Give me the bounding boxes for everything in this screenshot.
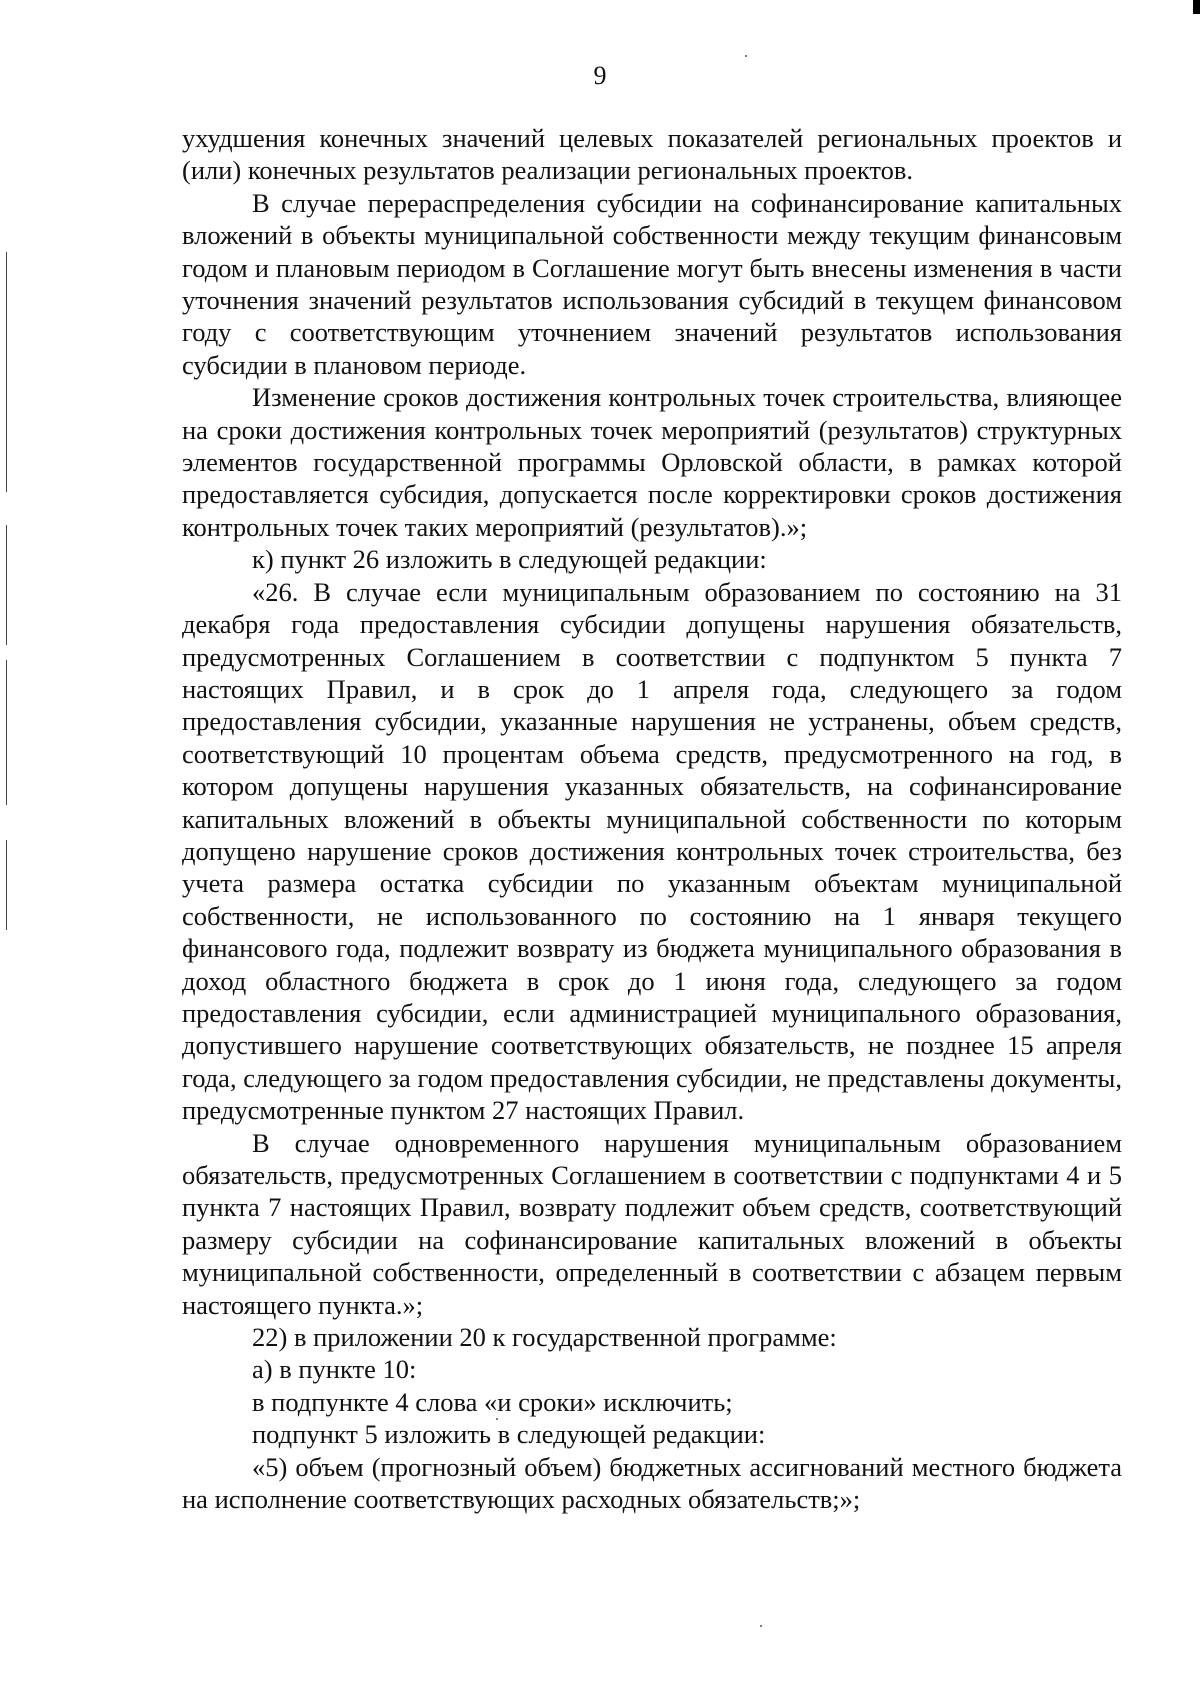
scan-margin-line <box>6 525 7 645</box>
paragraph: Изменение сроков достижения контрольных точек строительства, влияющее на сроки достижения контрольных точек мероприятий (результатов) структурных элементов государственной программы Орловской области, в рамках которой предоставляется субсидия, допускается после корректировки сроков достижения контрольных точек таких мероприятий (результатов).»; <box>182 382 1122 542</box>
paragraph: В случае одновременного нарушения муниципальным образованием обязательств, предусмотренных Соглашением в соответствии с подпунктами 4 и 5 пункта 7 настоящих Правил, возврату подлежит объем средств, соответствующий размеру субсидии на софинансирование капитальных вложений в объекты муниципальной собственности, определенный в соответствии с абзацем первым настоящего пункта.»; <box>182 1127 1122 1320</box>
paragraph: «26. В случае если муниципальным образованием по состоянию на 31 декабря года предоставления субсидии допущены нарушения обязательств, предусмотренных Соглашением в соответствии с подпунктом 5 пункта 7 настоящих Правил, и в срок до 1 апреля года, следующего за годом предоставления субсидии, указанные нарушения не устранены, объем средств, соответствующий 10 процентам объема средств, предусмотренного на год, в котором допущены нарушения указанных обязательств, на софинансирование капитальных вложений в объекты муниципальной собственности по которым допущено нарушение сроков достижения контрольных точек строительства, без учета размера остатка субсидии по указанным объектам муниципальной собственности, не использованного по состоянию на 1 января текущего финансового года, подлежит возврату из бюджета муниципального образования в доход областного бюджета в срок до 1 июня года, следующего за годом предоставления субсидии, если администрацией муниципального образования, допустившего нарушение соответствующих обязательств, не позднее 15 апреля года, следующего за годом предоставления субсидии, не представлены документы, предусмотренные пунктом 27 настоящих Правил. <box>182 576 1122 1126</box>
scan-speck <box>760 1625 762 1627</box>
scan-speck <box>745 55 747 57</box>
paragraph: подпункт 5 изложить в следующей редакции: <box>252 1419 766 1450</box>
scan-margin-line <box>6 840 7 930</box>
paragraph: а) в пункте 10: <box>252 1354 417 1385</box>
paragraph: к) пункт 26 изложить в следующей редакции: <box>252 544 767 575</box>
scan-margin-line <box>6 660 7 805</box>
scan-margin-line <box>6 252 7 492</box>
paragraph: ухудшения конечных значений целевых показателей региональных проектов и (или) конечных результатов реализации региональных проектов. <box>182 123 1122 186</box>
scan-corner-mark <box>1193 0 1200 14</box>
paragraph: в подпункте 4 слова «и сроки» исключить; <box>252 1386 733 1417</box>
paragraph: В случае перераспределения субсидии на софинансирование капитальных вложений в объекты муниципальной собственности между текущим финансовым годом и плановым периодом в Соглашение могут быть внесены изменения в части уточнения значений результатов использования субсидий в текущем финансовом году с соответствующим уточнением значений результатов использования субсидии в плановом периоде. <box>182 187 1122 380</box>
paragraph: 22) в приложении 20 к государственной программе: <box>252 1322 837 1353</box>
page-number: 9 <box>593 61 607 90</box>
paragraph: «5) объем (прогнозный объем) бюджетных ассигнований местного бюджета на исполнение соответствующих расходных обязательств;»; <box>182 1451 1122 1515</box>
document-body <box>182 122 1122 1515</box>
